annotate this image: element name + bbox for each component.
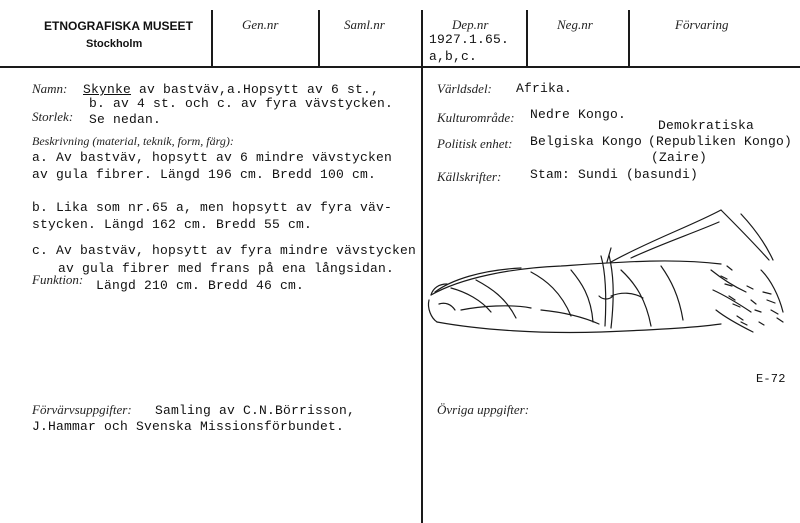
saml-nr-label: Saml.nr (344, 17, 385, 32)
storlek-label: Storlek: (32, 109, 74, 124)
namn-word: Skynke (83, 82, 132, 97)
desc-line: c. Av bastväv, hopsytt av fyra mindre vävstycken (32, 243, 417, 258)
header-divider-3 (421, 10, 423, 67)
politisk-value: Belgiska Kongo (530, 134, 643, 149)
kallskrifter-value: Stam: Sundi (basundi) (530, 167, 699, 182)
namn-line-2: b. av 4 st. och c. av fyra vävstycken. (89, 96, 394, 111)
funktion-label: Funktion: (32, 272, 84, 287)
desc-line: a. Av bastväv, hopsytt av 6 mindre vävstycken (32, 150, 393, 165)
museum-city: Stockholm (86, 38, 143, 50)
namn-label: Namn: (32, 81, 68, 96)
desc-line: av gula fibrer. Längd 196 cm. Bredd 100 cm. (32, 167, 377, 182)
ovriga-label: Övriga uppgifter: (437, 402, 530, 417)
sketch-signature: E-72 (756, 372, 786, 386)
forvarv-value-1: Samling av C.N.Börrisson, (155, 403, 356, 418)
desc-line: Längd 210 cm. Bredd 46 cm. (96, 278, 305, 293)
dep-nr-suffix: a,b,c. (429, 49, 478, 64)
storlek-value: Se nedan. (89, 112, 162, 127)
header-divider-4 (526, 10, 528, 67)
neg-nr-label: Neg.nr (557, 17, 593, 32)
gen-nr-label: Gen.nr (242, 17, 279, 32)
forvaring-label: Förvaring (675, 17, 729, 32)
forvarv-value-2: J.Hammar och Svenska Missionsförbundet. (32, 419, 345, 434)
cloth-bundle-sketch (421, 200, 800, 400)
header-divider-5 (628, 10, 630, 67)
politisk-label: Politisk enhet: (437, 136, 513, 151)
forvarv-label: Förvärvsuppgifter: (32, 402, 132, 417)
politisk-alt-3: (Zaire) (651, 150, 708, 165)
dep-nr-label: Dep.nr (452, 17, 489, 32)
museum-name: ETNOGRAFISKA MUSEET (44, 19, 193, 33)
varldsdel-label: Världsdel: (437, 81, 492, 96)
kultur-label: Kulturområde: (437, 110, 515, 125)
kallskrifter-label: Källskrifter: (437, 169, 502, 184)
desc-line: av gula fibrer med frans på ena långsidan. (58, 261, 395, 276)
varldsdel-value: Afrika. (516, 81, 573, 96)
desc-line: b. Lika som nr.65 a, men hopsytt av fyra väv- (32, 200, 393, 215)
kultur-value: Nedre Kongo. (530, 107, 627, 122)
header-divider-2 (318, 10, 320, 67)
politisk-alt-2: (Republiken Kongo) (648, 134, 793, 149)
politisk-alt-1: Demokratiska (658, 118, 755, 133)
desc-line: stycken. Längd 162 cm. Bredd 55 cm. (32, 217, 313, 232)
dep-nr-value: 1927.1.65. (429, 32, 510, 47)
header-divider-1 (211, 10, 213, 67)
beskrivning-label: Beskrivning (material, teknik, form, färg): (32, 134, 234, 148)
namn-value: av bastväv,a.Hopsytt av 6 st., (131, 82, 380, 97)
header-bottom-rule (0, 66, 800, 68)
